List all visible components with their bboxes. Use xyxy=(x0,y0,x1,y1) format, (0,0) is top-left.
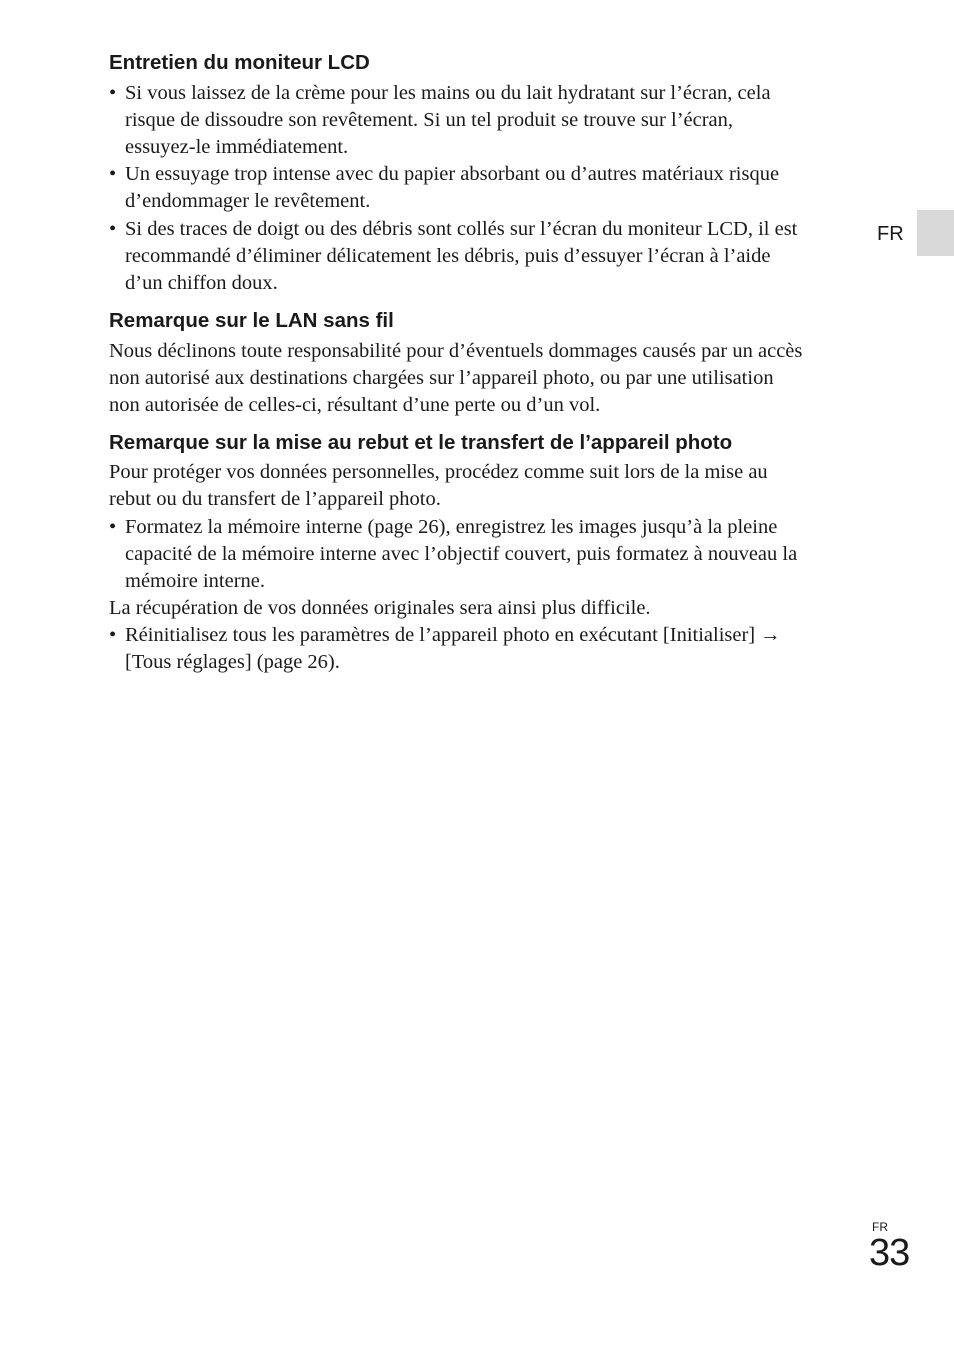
bullet-lcd-wiping: • Un essuyage trop intense avec du papier absorbant ou d’autres matériaux risque d’endommager le revêtement. xyxy=(109,163,780,213)
bullet-reset-settings: • Réinitialisez tous les paramètres de l’appareil photo en exécutant [Initialiser] → [Tous réglages] (page 26). xyxy=(109,624,781,674)
bullet-dot: • xyxy=(109,82,117,104)
page-number: 33 xyxy=(869,1232,910,1274)
paragraph-disposal-intro: Pour protéger vos données personnelles, procédez comme suit lors de la mise au rebut ou du transfert de l’appareil photo. xyxy=(109,461,768,511)
bullet-dot: • xyxy=(109,624,117,646)
bullet-lcd-cream: • Si vous laissez de la crème pour les mains ou du lait hydratant sur l’écran, cela risque de dissoudre son revêtement. Si un tel produit se trouve sur l’écran, essuyez-le immédiatement. xyxy=(109,82,771,159)
paragraph-wireless-lan: Nous déclinons toute responsabilité pour d’éventuels dommages causés par un accès non autorisé aux destinations chargées sur l’appareil photo, ou par une utilisation non autorisée de celles-ci, résultant d’une perte ou d’un vol. xyxy=(109,340,803,417)
language-side-tab xyxy=(917,210,954,256)
heading-wireless-lan: Remarque sur le LAN sans fil xyxy=(109,309,394,332)
bullet-dot: • xyxy=(109,516,117,538)
bullet-lcd-fingerprints: • Si des traces de doigt ou des débris sont collés sur l’écran du moniteur LCD, il est recommandé d’éliminer délicatement les débris, puis d’essuyer l’écran à l’aide d’un chiffon doux. xyxy=(109,218,798,295)
page-language-label: FR xyxy=(872,1220,888,1234)
paragraph-recovery-note: La récupération de vos données originales sera ainsi plus difficile. xyxy=(109,597,651,619)
heading-disposal-transfer: Remarque sur la mise au rebut et le transfert de l’appareil photo xyxy=(109,431,733,454)
bullet-format-memory: • Formatez la mémoire interne (page 26), enregistrez les images jusqu’à la pleine capacité de la mémoire interne avec l’objectif couvert, puis formatez à nouveau la mémoire interne. xyxy=(109,516,798,593)
heading-lcd-care: Entretien du moniteur LCD xyxy=(109,51,370,74)
bullet-dot: • xyxy=(109,163,117,185)
language-tab-label: FR xyxy=(877,223,904,245)
bullet-dot: • xyxy=(109,218,117,240)
